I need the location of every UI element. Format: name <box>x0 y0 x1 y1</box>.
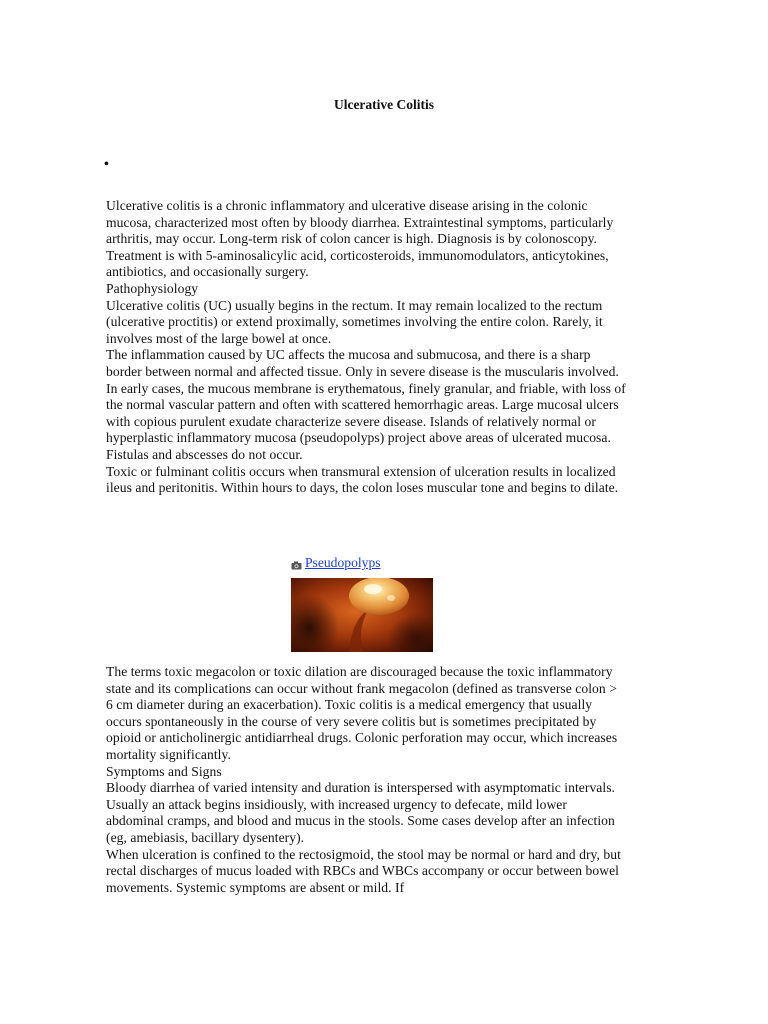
figure-caption-row <box>291 554 381 572</box>
pseudopolyps-link[interactable]: Pseudopolyps <box>305 555 381 570</box>
paragraph-intro: Ulcerative colitis is a chronic inflammatory and ulcerative disease arising in the colonic mucosa, characterized most often by bloody diarrhea. Extraintestinal symptoms, particularly arthritis, may occur. Long-term risk of colon cancer is high. Diagnosis is by colonoscopy. Treatment is with 5-aminosalicylic acid, corticosteroids, immunomodulators, anticytokines, antibiotics, and occasionally surgery. <box>106 198 614 280</box>
endoscopy-image <box>291 578 433 652</box>
paragraph-pathophysiology-1: Ulcerative colitis (UC) usually begins in the rectum. It may remain localized to the rectum (ulcerative proctitis) or extend proximally, sometimes involving the entire colon. Rarely, it involves most of the large bowel at once. <box>106 297 603 346</box>
body-text-bottom <box>106 664 626 896</box>
body-text-top <box>106 198 626 497</box>
heading-symptoms-and-signs: Symptoms and Signs <box>106 763 222 779</box>
document-title: Ulcerative Colitis <box>333 97 435 112</box>
camera-icon <box>291 557 302 566</box>
paragraph-toxic-megacolon: The terms toxic megacolon or toxic dilation are discouraged because the toxic inflammatory state and its complications can occur without frank megacolon (defined as transverse colon > 6 cm diameter during an exacerbation). Toxic colitis is a medical emergency that usually occurs spontaneously in the course of very severe colitis but is sometimes precipitated by opioid or anticholinergic antidiarrheal drugs. Colonic perforation may occur, which increases mortality significantly. <box>106 664 618 762</box>
heading-pathophysiology: Pathophysiology <box>106 280 199 296</box>
paragraph-symptoms-2: When ulceration is confined to the rectosigmoid, the stool may be normal or hard and dry, but rectal discharges of mucus loaded with RBCs and WBCs accompany or occur between bowel movements. Systemic symptoms are absent or mild. If <box>106 846 621 895</box>
bullet-marker: • <box>104 157 109 172</box>
paragraph-pathophysiology-2: The inflammation caused by UC affects the mucosa and submucosa, and there is a sharp border between normal and affected tissue. Only in severe disease is the muscularis involved. In early cases, the mucous membrane is erythematous, finely granular, and friable, with loss of the normal vascular pattern and often with scattered hemorrhagic areas. Large mucosal ulcers with copious purulent exudate characterize severe disease. Islands of relatively normal or hyperplastic inflammatory mucosa (pseudopolyps) project above areas of ulcerated mucosa. Fistulas and abscesses do not occur. <box>106 347 626 462</box>
paragraph-symptoms-1: Bloody diarrhea of varied intensity and duration is interspersed with asymptomatic intervals. Usually an attack begins insidiously, with increased urgency to defecate, mild lower abdominal cramps, and blood and mucus in the stools. Some cases develop after an infection (eg, amebiasis, bacillary dysentery). <box>106 780 616 845</box>
paragraph-toxic-colitis: Toxic or fulminant colitis occurs when transmural extension of ulceration results in localized ileus and peritonitis. Within hours to days, the colon loses muscular tone and begins to dilate. <box>106 463 619 496</box>
